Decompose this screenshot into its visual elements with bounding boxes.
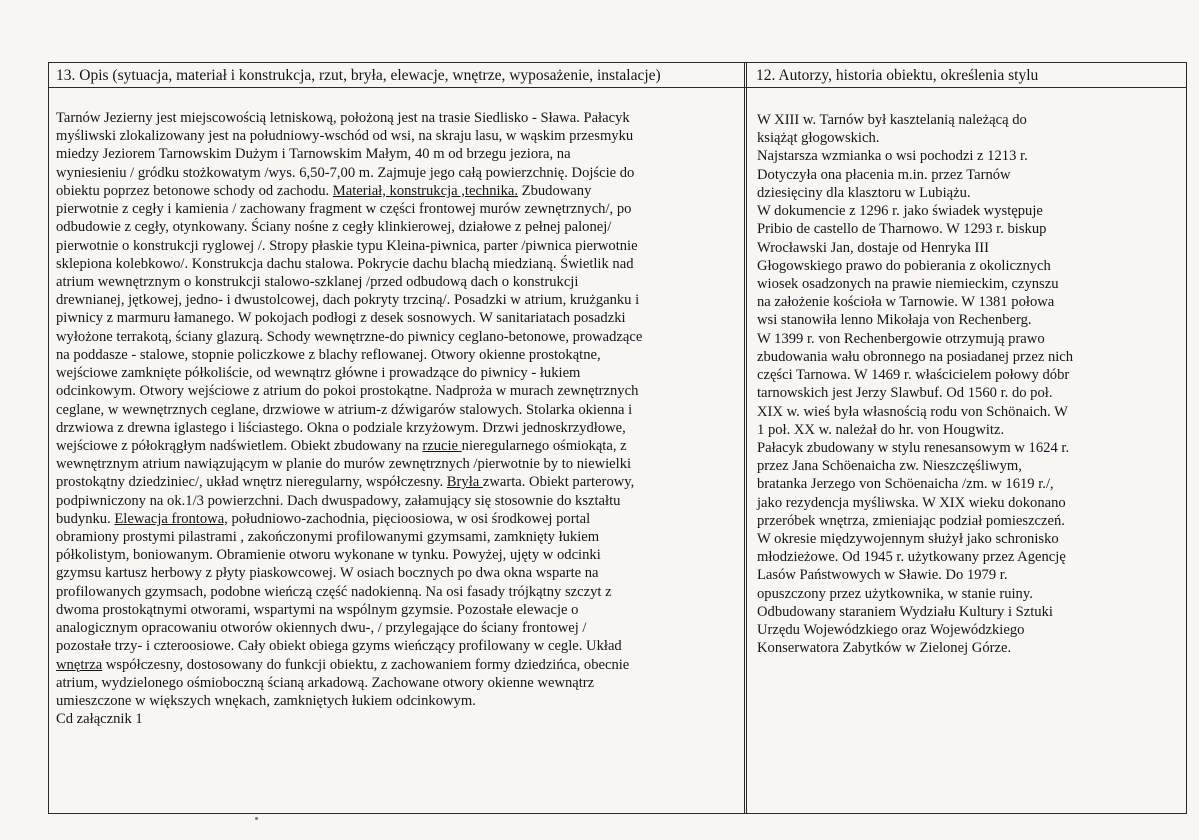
text-line: jako rezydencja myśliwska. W XIX wieku dokonano	[757, 494, 1066, 511]
text-line: ceglane, w wewnętrznych ceglane, drzwiowe w atrium-z dźwigarów stalowych. Stolarka okienna i	[56, 401, 633, 418]
text-line: pozostałe trzy- i czteroosiowe. Cały obiekt obiega gzyms wieńczący profilowany w cegle. Układ	[56, 638, 622, 655]
text-line: bratanka Jerzego von Schöenaicha /zm. w 1619 r./,	[757, 476, 1054, 493]
text-line: W 1399 r. von Rechenbergowie otrzymują prawo	[757, 330, 1045, 347]
text-line: Wrocławski Jan, dostaje od Henryka III	[757, 239, 990, 256]
description-text	[56, 109, 738, 728]
text-line: Tarnów Jezierny jest miejscowością letniskową, położoną jest na trasie Siedlisko - Sława. Pałacyk	[56, 110, 630, 126]
text-line: Głogowskiego prawo do pobierania z okolicznych	[757, 257, 1051, 274]
text-line: umieszczone w większych wnękach, zamkniętych łukiem odcinkowym.	[56, 693, 476, 709]
underlined-term: Elewacja frontowa,	[114, 510, 228, 527]
text-line: obramiony prostymi pilastrami , zakończonymi profilowanymi gzymsami, zamknięty łukiem	[56, 529, 600, 546]
text-line: półkolistym, boniowanym. Obramienie otworu wykonane w tynku. Powyżej, ujęty w odcinki	[56, 547, 601, 564]
text-line: na poddasze - stalowe, stopnie policzkowe z blachy reflowanej. Otwory okienne prostokątne,	[56, 346, 601, 363]
text-line: Lasów Państwowych w Sławie. Do 1979 r.	[757, 567, 1008, 584]
text-line: książąt głogowskich.	[757, 130, 880, 147]
text-line: Cd załącznik 1	[56, 711, 143, 728]
text-line: podpiwniczony na ok.1/3 powierzchni. Dach dwuspadowy, załamujący się stosownie do kształtu	[56, 492, 621, 509]
text-line: odcinkowym. Otwory wejściowe z atrium do pokoi prostokątne. Nadproża w murach zewnętrznych	[56, 383, 639, 400]
text-line: części Tarnowa. W 1469 r. właścicielem połowy dóbr	[757, 367, 1070, 384]
text-line: wyłożone terrakotą, ściany glazurą. Schody wewnętrzne-do piwnicy ceglano-betonowe, prowadzące	[56, 328, 643, 345]
text-line: drewnianej, jętkowej, jedno- i dwustolcowej, dach pokryty trzciną/. Posadzki w atrium, krużganku i	[56, 292, 640, 309]
text-line: Pałacyk zbudowany w stylu renesansowym w 1624 r.	[757, 439, 1070, 456]
text-line: gzymsu kartusz herbowy z płyty piaskowcowej. W osiach bocznych po dwa okna wsparte na	[56, 565, 599, 582]
text-run: wejściowe z półokrągłym nadświetlem. Obiekt zbudowany na	[56, 437, 423, 454]
text-line: wewnętrznym atrium nawiązującym w planie do murów zewnętrznych /pierwotnie by to niewielki	[56, 456, 632, 473]
underlined-term: rzucie	[422, 437, 462, 454]
text-line	[56, 437, 738, 455]
text-line: W dokumencie z 1296 r. jako świadek występuje	[757, 203, 1043, 220]
text-line: wiosek osadzonych na prawie niemieckim, czynszu	[757, 275, 1059, 292]
text-line: dziesięciny dla klasztoru w Lubiążu.	[757, 184, 971, 201]
text-line: wyniesieniu / gródku stożkowatym /wys. 6,50-7,00 m. Zajmuje jego całą powierzchnię. Dojście do	[56, 164, 635, 181]
text-line	[56, 182, 738, 200]
text-line	[56, 510, 738, 528]
text-line: pierwotnie o konstrukcji ryglowej /. Stropy płaskie typu Kleina-piwnica, parter /piwnica pierwotnie	[56, 237, 638, 254]
text-line: drzwiowa z drewna iglastego i liściastego. Okna o podziale krzyżowym. Drzwi jednoskrzydłowe,	[56, 419, 626, 436]
text-line: XIX w. wieś była własnością rodu von Schönaich. W	[757, 403, 1068, 420]
text-line: przez Jana Schöenaicha zw. Nieszczęśliwym,	[757, 458, 1022, 475]
text-line: młodzieżowe. Od 1945 r. użytkowany przez Agencję	[757, 549, 1066, 566]
text-run: nieregularnego ośmiokąta, z	[461, 437, 627, 454]
text-line: Odbudowany staraniem Wydziału Kultury i Sztuki	[757, 603, 1053, 620]
text-line: piwnicy z marmuru łamanego. W pokojach podłogi z desek sosnowych. W sanitariatach posadzki	[56, 310, 626, 327]
text-line: pierwotnie z cegły i kamienia / zachowany fragment w części frontowej murów zewnętrznych/, po	[56, 201, 632, 218]
text-line: na założenie kościoła w Tarnowie. W 1381 połowa	[757, 294, 1055, 311]
text-run: współczesny, dostosowany do funkcji obiektu, z zachowaniem formy dziedzińca, obecnie	[102, 656, 630, 673]
section-13-heading: 13. Opis (sytuacja, materiał i konstrukcja, rzut, bryła, elewacje, wnętrze, wyposażenie, instalacje)	[56, 67, 661, 84]
text-run: południowo-zachodnia, pięcioosiowa, w osi środkowej portal	[227, 510, 591, 527]
history-text	[757, 111, 1129, 658]
text-line: wsi stanowiła lenno Mikołaja von Rechenberg.	[757, 312, 1032, 329]
scan-speck	[255, 817, 258, 820]
text-line	[56, 656, 738, 674]
text-line: tarnowskich jest Jerzy Slawbuf. Od 1560 r. do poł.	[757, 385, 1053, 402]
underlined-term: Materiał, konstrukcja ,technika.	[332, 182, 518, 199]
text-line: Urzędu Wojewódzkiego oraz Wojewódzkiego	[757, 622, 1025, 639]
text-run: Zbudowany	[518, 182, 592, 199]
section-12-heading: 12. Autorzy, historia obiektu, określenia stylu	[756, 67, 1039, 84]
text-line: W XIII w. Tarnów był kasztelanią należącą do	[757, 112, 1027, 128]
text-line: odbudowie z cegły, otynkowany. Ściany nośne z cegły klinkierowej, działowe z pełnej palonej/	[56, 219, 612, 236]
text-run: budynku.	[56, 510, 115, 527]
text-line: analogicznym opracowaniu otworów okiennych dwu-, / przylegające do ściany frontowej /	[56, 620, 587, 637]
text-line: miedzy Jeziorem Tarnowskim Dużym i Tarnowskim Małym, 40 m od brzegu jeziora, na	[56, 146, 571, 163]
text-line: zbudowania wału obronnego na posiadanej przez nich	[757, 348, 1074, 365]
text-line: przeróbek wnętrza, zmieniając podział pomieszczeń.	[757, 512, 1065, 529]
text-line: Pribio de castello de Tharnowo. W 1293 r. biskup	[757, 221, 1047, 238]
text-line: dwoma prostokątnymi otworami, wspartymi na wspólnym gzymsie. Pozostałe elewacje o	[56, 601, 579, 618]
text-line: wejściowe zamknięte półkoliście, od wewnątrz główne i prowadzące do piwnicy - łukiem	[56, 365, 581, 382]
text-run: prostokątny dziedziniec/, układ wnętrz nieregularny, współczesny.	[56, 474, 447, 491]
underlined-term: wnętrza	[56, 656, 103, 673]
underlined-term: Bryła	[446, 474, 483, 491]
text-line: 1 poł. XX w. należał do hr. von Hougwitz.	[757, 421, 1005, 438]
text-line: myśliwski zlokalizowany jest na południowy-wschód od wsi, na skraju lasu, w wąskim przesmyku	[56, 128, 634, 145]
text-line: sklepiona kolebkowo/. Konstrukcja dachu stalowa. Pokrycie dachu blachą miedzianą. Świetlik nad	[56, 255, 634, 272]
text-run: zwarta. Obiekt parterowy,	[482, 474, 635, 491]
text-line: atrium, wydzielonego ośmioboczną ścianą arkadową. Zachowane otwory okienne wewnątrz	[56, 674, 595, 691]
text-line: W okresie międzywojennym służył jako schronisko	[757, 531, 1059, 548]
column-divider	[744, 62, 747, 814]
text-line: Najstarsza wzmianka o wsi pochodzi z 1213 r.	[757, 148, 1028, 165]
header-row-rule	[48, 87, 1187, 88]
text-line: Dotyczyła ona płacenia m.in. przez Tarnów	[757, 166, 1011, 183]
text-line	[56, 473, 738, 491]
text-run: obiektu poprzez betonowe schody od zachodu.	[56, 182, 333, 199]
text-line: profilowanych gzymsach, podobne wieńczą część nadokienną. Na osi fasady trójkątny szczyt z	[56, 583, 612, 600]
text-line: opuszczony przez użytkownika, w stanie ruiny.	[757, 585, 1033, 602]
text-line: Konserwatora Zabytków w Zielonej Górze.	[757, 640, 1012, 657]
text-line: atrium wewnętrznym o konstrukcji stalowo-szklanej /przed odbudową dach o konstrukcji	[56, 273, 579, 290]
